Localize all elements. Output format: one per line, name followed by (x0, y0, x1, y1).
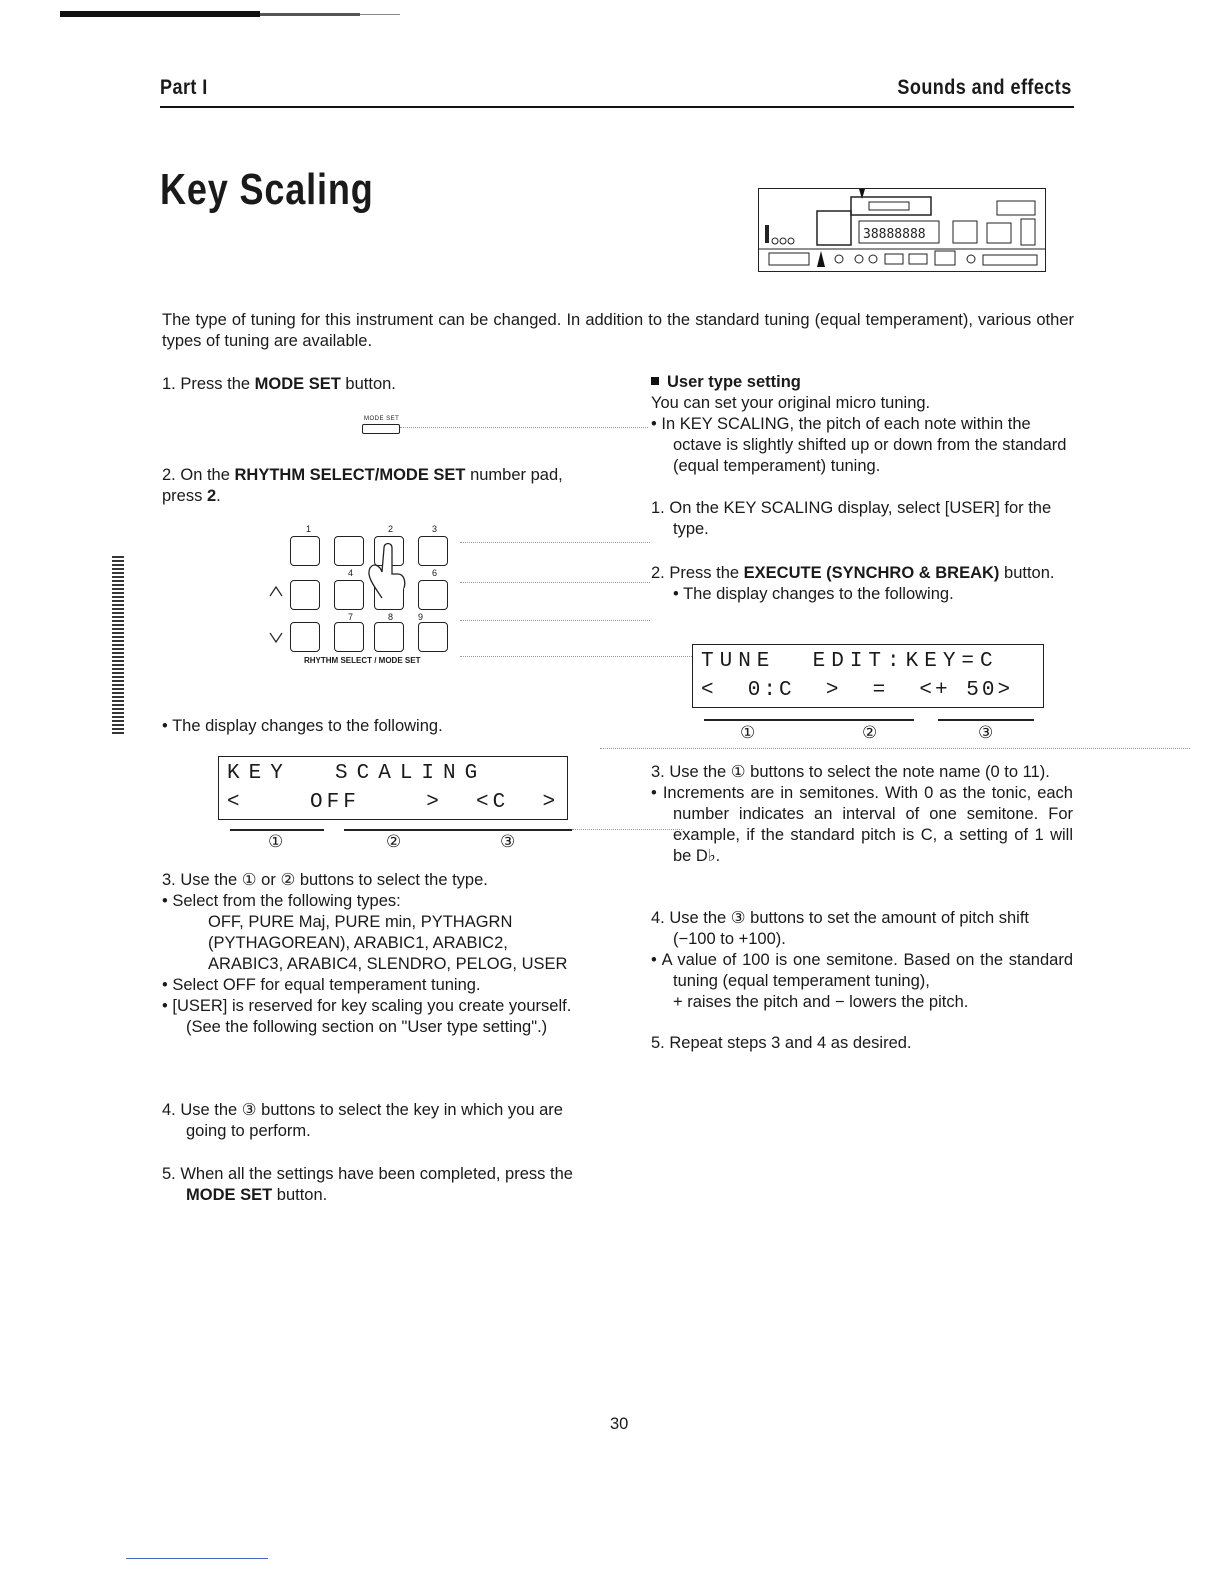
key-label-6: 6 (432, 568, 438, 578)
page-title: Key Scaling (160, 165, 374, 214)
key-8 (334, 622, 364, 652)
intro-paragraph: The type of tuning for this instrument can be changed. In addition to the standard tuning (equal temperament), various other types of tuning are available. (162, 311, 1074, 350)
bullet-text: • The display changes to the following. (673, 585, 954, 603)
key-9 (374, 622, 404, 652)
key-blank (418, 580, 448, 610)
step-text: Use the ① or ② buttons to select the type. (180, 871, 488, 889)
lcd-line2: < OFF > <C > (227, 791, 560, 814)
button-1-label: ① (268, 832, 284, 851)
control-panel-illustration (758, 188, 1046, 272)
bullet-continuation: + raises the pitch and − lowers the pitch. (673, 993, 969, 1011)
svg-text:38888888: 38888888 (863, 227, 926, 242)
step-number: 2. (651, 564, 665, 582)
step-number: 4. (162, 1101, 176, 1119)
section-title: User type setting (667, 373, 801, 391)
step-number: 1. (651, 499, 665, 517)
key-blank (418, 622, 448, 652)
right-step2 (651, 563, 1073, 605)
lcd-key-scaling (218, 756, 568, 820)
step-text: button. (999, 564, 1055, 582)
square-bullet-icon (651, 377, 659, 385)
button-2-label: ② (386, 832, 402, 851)
left-step1 (162, 374, 582, 395)
lcd-tune-edit (692, 644, 1044, 708)
step-text: Press the (669, 564, 744, 582)
left-step5 (162, 1164, 592, 1206)
lcd-line1: TUNE EDIT:KEY=C (701, 650, 999, 673)
step-text: Use the ③ buttons to set the amount of pitch shift (−100 to +100). (669, 909, 1030, 948)
pointing-finger-icon (354, 538, 414, 600)
leader-line (460, 656, 692, 657)
left-step3 (162, 870, 592, 1038)
lcd-line2: < 0:C > = <+ 50> (701, 679, 1014, 702)
step-text: Repeat steps 3 and 4 as desired. (669, 1034, 912, 1052)
leader-line (460, 620, 650, 621)
button-3-label: ③ (978, 723, 994, 742)
step-bold: EXECUTE (SYNCHRO & BREAK) (743, 564, 1000, 582)
step-text: button. (340, 375, 396, 393)
page-number: 30 (610, 1415, 629, 1433)
leader-line (460, 582, 650, 583)
bullet-text: • The display changes to the following. (162, 717, 443, 735)
lcd1-button-line (230, 829, 324, 831)
step-text: number pad, press (162, 466, 563, 505)
bullet-text: • Select OFF for equal temperament tuning. (162, 976, 481, 994)
step-text: When all the settings have been completed, press the (180, 1165, 573, 1183)
step-bold: MODE SET (186, 1186, 273, 1204)
keypad-label: RHYTHM SELECT / MODE SET (304, 656, 421, 665)
bullet-text: • A value of 100 is one semitone. Based on the standard tuning (equal temperament tuning), (651, 951, 1073, 990)
bullet-text: • Select from the following types: (162, 892, 401, 910)
key-7 (290, 622, 320, 652)
right-step1 (651, 498, 1073, 540)
leader-line (400, 427, 648, 428)
step-number: 1. (162, 375, 176, 393)
key-3 (418, 536, 448, 566)
scan-artifact-bar (60, 8, 400, 18)
number-pad-illustration (266, 522, 476, 672)
scan-artifact-line (126, 1558, 268, 1559)
type-list: OFF, PURE Maj, PURE min, PYTHAGRN (PYTHAGOREAN), ARABIC1, ARABIC2, ARABIC3, ARABIC4, SLENDRO, PELOG, USER (208, 913, 568, 973)
step-text: Use the ① buttons to select the note name (0 to 11). (669, 763, 1050, 781)
lcd2-button-line (704, 719, 914, 721)
mode-set-button-illustration (362, 416, 400, 434)
key-1 (290, 536, 320, 566)
lcd1-button-line (344, 829, 572, 831)
lcd2-button-line (938, 719, 1034, 721)
user-type-section (651, 372, 1073, 477)
step-number: 4. (651, 909, 665, 927)
leader-line (600, 748, 1190, 749)
mode-set-label: MODE SET (364, 416, 400, 422)
key-label-1: 1 (306, 524, 312, 534)
header-part: Part I (160, 76, 208, 99)
step-bold: MODE SET (254, 375, 341, 393)
step-text: On the (180, 466, 235, 484)
header-rule (160, 106, 1074, 108)
left-display-note (162, 716, 443, 737)
step-text: button. (272, 1186, 328, 1204)
panel-diagram-icon (759, 189, 1045, 271)
header-section: Sounds and effects (897, 76, 1072, 99)
key-label-9: 9 (418, 612, 424, 622)
step-key: 2 (206, 487, 217, 505)
left-step4 (162, 1100, 592, 1142)
bullet-text: • In KEY SCALING, the pitch of each note within the octave is slightly shifted up or down from the standard (equal temperament) tuning. (651, 415, 1066, 475)
key-label-8: 8 (388, 612, 394, 622)
lcd-line1: KEY SCALING (227, 762, 487, 785)
step-number: 2. (162, 466, 176, 484)
bullet-text: • Increments are in semitones. With 0 as the tonic, each number indicates an interval of one semitone. For example, if the standard pitch is C, a setting of 1 will be D♭. (651, 784, 1073, 865)
button-3-label: ③ (500, 832, 516, 851)
key-label-7: 7 (348, 612, 354, 622)
scan-edge-marks (112, 556, 124, 736)
arrow-down-icon (268, 630, 284, 644)
key-4 (290, 580, 320, 610)
step-text: . (216, 487, 221, 505)
step-number: 5. (162, 1165, 176, 1183)
step-number: 3. (162, 871, 176, 889)
key-label-3: 3 (432, 524, 438, 534)
button-2-label: ② (862, 723, 878, 742)
key-label-2: 2 (388, 524, 394, 534)
button-1-label: ① (740, 723, 756, 742)
right-step3 (651, 762, 1073, 867)
key-label-4: 4 (348, 568, 354, 578)
right-step4 (651, 908, 1073, 1013)
left-step2 (162, 465, 602, 507)
step-text: On the KEY SCALING display, select [USER] for the type. (669, 499, 1052, 538)
leader-line (460, 542, 650, 543)
step-text: Press the (180, 375, 255, 393)
bullet-text: • [USER] is reserved for key scaling you create yourself. (See the following section on "User type setting".) (162, 997, 571, 1036)
mode-set-button-icon (362, 424, 400, 434)
step-bold: RHYTHM SELECT/MODE SET (234, 466, 466, 484)
step-number: 3. (651, 763, 665, 781)
right-step5 (651, 1033, 1073, 1054)
step-text: Use the ③ buttons to select the key in which you are going to perform. (180, 1101, 563, 1140)
step-number: 5. (651, 1034, 665, 1052)
arrow-up-icon (268, 584, 284, 598)
section-intro: You can set your original micro tuning. (651, 394, 931, 412)
